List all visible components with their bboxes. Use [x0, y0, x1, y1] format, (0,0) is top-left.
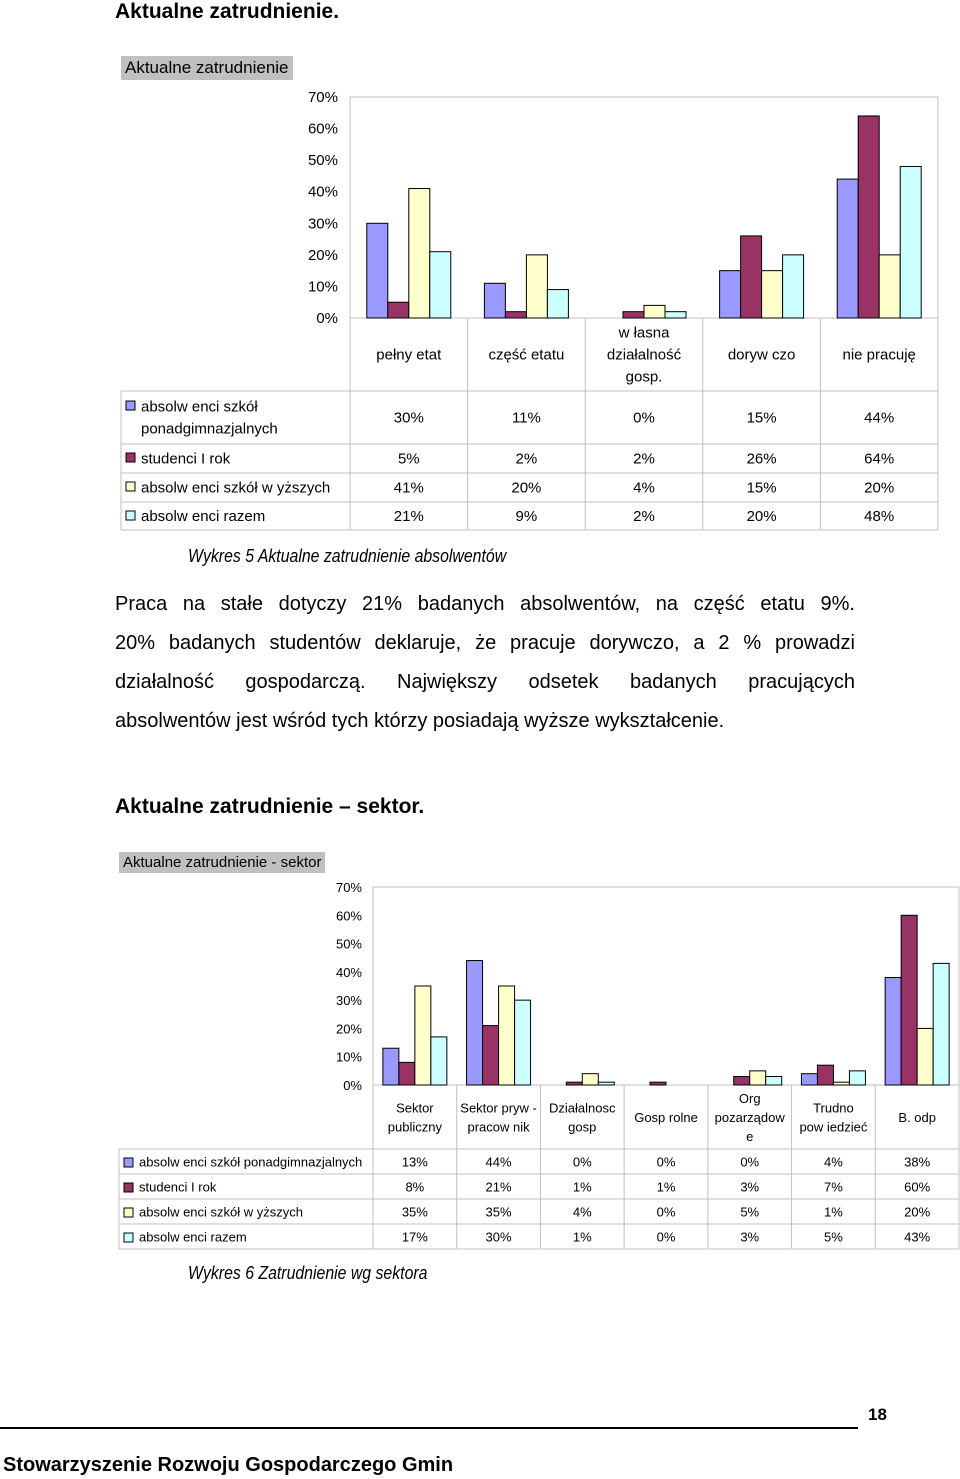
bar	[783, 255, 804, 318]
data-label: 3%	[740, 1229, 760, 1245]
bar	[933, 963, 949, 1085]
category-label: Trudno	[813, 1100, 854, 1116]
legend-label: ponadgimnazjalnych	[141, 420, 278, 438]
legend-key	[126, 453, 135, 462]
data-label: 0%	[740, 1154, 760, 1170]
category-label: nie pracuję	[842, 346, 916, 364]
data-label: 13%	[401, 1154, 428, 1170]
data-label: 11%	[511, 409, 541, 427]
data-label: 43%	[904, 1229, 931, 1245]
y-tick-label: 60%	[335, 908, 362, 924]
bar	[900, 166, 921, 318]
category-label: Sektor pryw -	[460, 1100, 537, 1116]
y-tick-label: 0%	[343, 1078, 362, 1093]
data-label: 20%	[511, 479, 542, 497]
bar	[505, 312, 526, 318]
bar	[858, 116, 879, 318]
y-tick-label: 0%	[316, 310, 338, 327]
section-heading-sector: Aktualne zatrudnienie – sektor.	[115, 795, 425, 818]
plot-area	[373, 887, 959, 1085]
legend-key	[124, 1183, 133, 1192]
category-label: doryw czo	[727, 346, 796, 364]
bar	[801, 1074, 817, 1085]
data-label: 20%	[864, 479, 895, 497]
bar	[598, 1082, 614, 1085]
category-label: w łasna	[618, 324, 670, 342]
y-tick-label: 70%	[307, 89, 338, 106]
footer-organization: Stowarzyszenie Rozwoju Gospodarczego Gmin	[3, 1454, 454, 1476]
bar	[484, 283, 505, 318]
bar	[409, 189, 430, 318]
data-label: 4%	[824, 1154, 843, 1170]
category-label: działalność	[606, 346, 682, 364]
bar	[837, 179, 858, 318]
data-label: 35%	[485, 1204, 512, 1220]
data-label: 0%	[633, 409, 655, 427]
data-label: 0%	[656, 1229, 676, 1245]
legend-label: studenci I rok	[141, 450, 231, 468]
bar	[430, 252, 451, 318]
bar	[817, 1065, 833, 1085]
bar	[849, 1071, 865, 1085]
legend-label: absolw enci szkół ponadgimnazjalnych	[139, 1154, 363, 1170]
category-label: gosp	[568, 1119, 597, 1135]
y-tick-label: 40%	[307, 183, 338, 201]
body-paragraph	[115, 585, 855, 741]
legend-label: absolw enci szkół w yższych	[139, 1204, 303, 1220]
bar	[879, 255, 900, 318]
y-tick-label: 10%	[307, 278, 338, 296]
paragraph-line: absolwentów jest wśród tych którzy posiadają wyższe wykształcenie.	[115, 710, 725, 732]
bar	[483, 1026, 499, 1085]
sector-chart	[0, 870, 960, 1260]
bar	[467, 961, 483, 1085]
bar	[431, 1037, 447, 1085]
data-label: 20%	[904, 1204, 931, 1220]
data-label: 4%	[572, 1204, 592, 1220]
y-tick-label: 20%	[335, 1021, 362, 1037]
legend-key	[124, 1208, 133, 1217]
data-label: 9%	[515, 508, 538, 525]
bar	[644, 305, 665, 318]
data-label: 17%	[401, 1229, 428, 1245]
y-tick-label: 20%	[307, 246, 338, 264]
bar	[917, 1028, 933, 1085]
paragraph-line: 20% badanych studentów deklaruje, że pracuje dorywczo, a 2 % prowadzi	[115, 632, 855, 654]
data-label: 21%	[393, 508, 424, 525]
legend-key	[126, 511, 135, 520]
chart-caption: Wykres 5 Aktualne zatrudnienie absolwentów	[188, 546, 507, 566]
bar	[766, 1077, 782, 1085]
y-tick-label: 70%	[335, 880, 362, 895]
data-label: 26%	[746, 450, 777, 468]
footer-rule	[0, 1427, 858, 1429]
data-label: 30%	[485, 1229, 512, 1245]
category-label: B. odp	[898, 1110, 936, 1125]
legend-label: absolw enci razem	[141, 508, 266, 525]
data-label: 2%	[633, 450, 655, 468]
chart-caption-sector: Wykres 6 Zatrudnienie wg sektora	[188, 1263, 428, 1283]
data-label: 1%	[656, 1179, 676, 1195]
legend-label: absolw enci szkół	[141, 398, 258, 416]
bar	[383, 1048, 399, 1085]
paragraph-line: Praca na stałe dotyczy 21% badanych absolwentów, na część etatu 9%.	[115, 593, 855, 615]
data-label: 0%	[656, 1154, 676, 1170]
data-label: 60%	[904, 1179, 931, 1195]
bar	[499, 986, 515, 1085]
data-label: 30%	[393, 409, 424, 427]
category-label: pozarządow	[714, 1110, 785, 1125]
data-label: 20%	[746, 508, 777, 525]
y-tick-label: 50%	[307, 152, 338, 170]
bar	[566, 1082, 582, 1085]
data-label: 44%	[864, 409, 895, 427]
category-label: pełny etat	[376, 346, 442, 364]
data-label: 35%	[401, 1204, 428, 1220]
category-label: Działalnosc	[549, 1100, 616, 1116]
category-label: gosp.	[625, 368, 663, 386]
data-label: 15%	[746, 409, 777, 427]
data-label: 5%	[397, 450, 420, 468]
legend-key	[126, 482, 135, 491]
y-tick-label: 30%	[307, 215, 338, 233]
y-tick-label: 50%	[335, 936, 362, 952]
data-label: 1%	[572, 1179, 592, 1195]
data-label: 15%	[746, 479, 777, 497]
bar	[367, 223, 388, 318]
y-tick-label: 30%	[335, 993, 362, 1009]
data-label: 48%	[864, 508, 895, 525]
bar	[547, 290, 568, 318]
legend-key	[124, 1158, 133, 1167]
data-label: 64%	[864, 450, 895, 468]
data-label: 1%	[824, 1204, 843, 1220]
data-label: 1%	[572, 1229, 592, 1245]
category-label: Gosp rolne	[634, 1110, 698, 1125]
bar	[833, 1082, 849, 1085]
data-label: 5%	[824, 1229, 843, 1245]
data-label: 5%	[740, 1204, 760, 1220]
y-tick-label: 10%	[335, 1049, 362, 1065]
bar	[762, 271, 783, 318]
chart-box-title: Aktualne zatrudnienie	[121, 56, 293, 80]
data-label: 0%	[656, 1204, 676, 1220]
bar	[901, 915, 917, 1085]
category-label: pow iedzieć	[799, 1119, 868, 1135]
bar	[399, 1062, 415, 1085]
data-label: 2%	[515, 450, 538, 468]
legend-label: absolw enci razem	[139, 1229, 247, 1245]
data-label: 41%	[393, 479, 424, 497]
category-label: e	[746, 1129, 754, 1144]
data-label: 0%	[572, 1154, 592, 1170]
category-label: publiczny	[387, 1119, 442, 1135]
data-label: 44%	[485, 1154, 512, 1170]
bar	[582, 1074, 598, 1085]
y-tick-label: 40%	[335, 964, 362, 980]
paragraph-line: działalność gospodarczą. Największy odsetek badanych pracujących	[115, 671, 855, 693]
chart-box-title-sector: Aktualne zatrudnienie - sektor	[119, 852, 325, 873]
bar	[415, 986, 431, 1085]
bar	[665, 312, 686, 318]
section-heading: Aktualne zatrudnienie.	[115, 0, 340, 23]
legend-key	[126, 401, 135, 410]
category-label: pracow nik	[467, 1119, 530, 1135]
y-tick-label: 60%	[307, 120, 338, 138]
data-label: 2%	[633, 508, 655, 525]
bar	[388, 302, 409, 318]
employment-chart	[0, 0, 960, 540]
bar	[741, 236, 762, 318]
bar	[734, 1077, 750, 1085]
data-label: 21%	[485, 1179, 512, 1195]
bar	[650, 1082, 666, 1085]
bar	[885, 978, 901, 1085]
legend-label: absolw enci szkół w yższych	[141, 479, 331, 497]
legend-label: studenci I rok	[139, 1179, 217, 1195]
data-label: 38%	[904, 1154, 931, 1170]
bar	[526, 255, 547, 318]
legend-key	[124, 1233, 133, 1242]
page-number: 18	[868, 1405, 887, 1424]
bar	[750, 1071, 766, 1085]
bar	[515, 1000, 531, 1085]
category-label: Org	[738, 1091, 761, 1106]
data-label: 7%	[824, 1179, 843, 1195]
data-label: 3%	[740, 1179, 760, 1195]
category-label: Sektor	[396, 1100, 434, 1116]
bar	[720, 271, 741, 318]
data-label: 8%	[405, 1179, 425, 1195]
data-label: 4%	[633, 479, 655, 497]
category-label: część etatu	[488, 346, 565, 364]
bar	[623, 312, 644, 318]
